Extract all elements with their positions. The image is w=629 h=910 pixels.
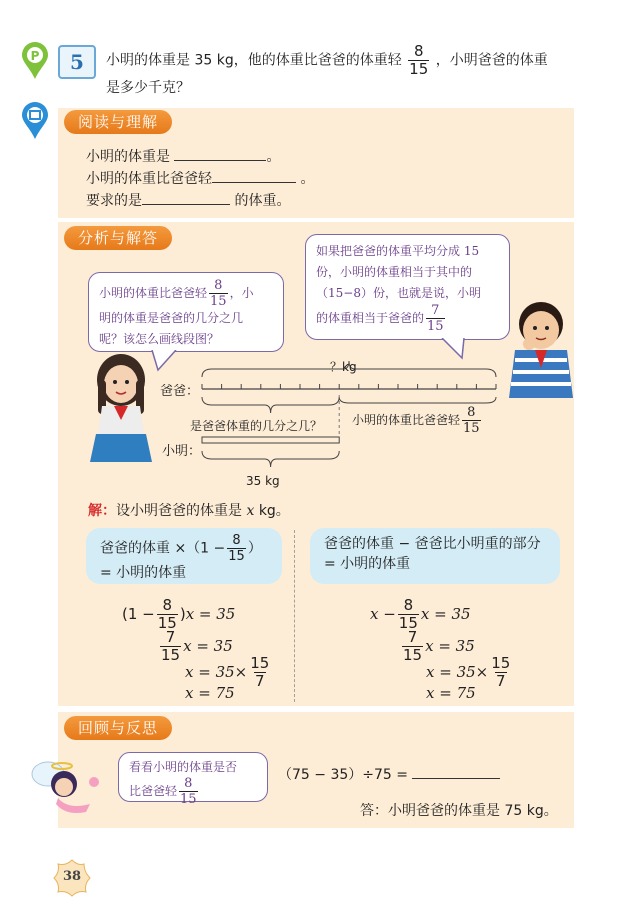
review-blank[interactable] [412,764,500,779]
left-eq2: x = 35 [183,637,233,655]
kg35-label: 35 kg [246,474,280,488]
frac-left-1: $\frac{8}{15}$ [157,596,177,632]
bubble-left [88,272,284,352]
frac-7-15: $\frac{7}{15}$ [427,303,444,334]
bubble-left-d: 呢？该怎么画线段图？ [99,332,220,346]
review-bubble-a: 看看小明的体重是否 [129,760,238,774]
bubble-right-a: 如果把爸爸的体重平均分成 15 [316,244,480,258]
bubble-left-a: 小明的体重比爸爸轻 [99,286,208,300]
read-l2: 小明的体重比爸爸轻 [86,171,212,187]
frac-right-2: $\frac{7}{15}$ [403,628,423,664]
son-bar [202,437,339,443]
review-bubble-b: 比爸爸轻 [129,784,178,798]
left-eq4: x = 75 [185,684,235,702]
read-panel [58,108,574,218]
dad-bar [202,384,496,389]
girl-illustration [84,350,158,470]
divider-dashed [294,530,295,702]
read-l3-end: 的体重。 [234,193,291,209]
box-right-a: 爸爸的体重 − 爸爸比小明重的部分 [324,536,541,552]
problem-number: 5 [70,50,84,74]
box-left-c: = 小明的体重 [100,565,187,581]
right-eq4: x = 75 [426,684,476,702]
left-eq1-c: x = 35 [185,605,236,623]
review-calc [278,764,500,784]
bubble-right-d: 的体重相当于爸爸的 [316,311,425,325]
fraction-8-15: $\frac{8}{15}$ [409,42,429,78]
left-eq3: x = 35× [185,663,248,681]
problem-line1a: 小明的体重是 35 kg，他的体重比爸爸的体重轻 [106,52,402,69]
bubble-right-b: 份，小明的体重相当于其中的 [316,265,473,279]
problem-line1b: ，小明爸爸的体重 [435,52,548,69]
right-eq1-b: x = 35 [420,605,471,623]
frac-8-15-d: $\frac{8}{15}$ [228,533,245,564]
read-lines [86,146,314,212]
dad-label: 爸爸： [160,384,200,399]
blank-1[interactable] [174,146,266,161]
bubble-left-c: 明的体重是爸爸的几分之几 [99,311,244,325]
problem-number-badge [58,45,96,79]
left-eq1-b: ) [179,605,186,623]
son-bar-rect [202,437,339,443]
review-tag: 回顾与反思 [64,716,172,740]
frac-8-15-c: $\frac{8}{15}$ [463,405,480,436]
question-label: 是爸爸体重的几分之几？ [190,419,323,433]
svg-text:P: P [30,49,40,63]
right-eq1-a: x − [370,605,396,623]
frac-review: $\frac{8}{15}$ [180,776,197,807]
solution-line [88,500,290,520]
left-eq1-a: (1 − [122,605,155,623]
lighter-text: 小明的体重比爸爸轻 [352,413,461,427]
review-answer: 答：小明爸爸的体重是 75 kg。 [360,803,558,819]
problem-line2: 是多少千克？ [106,80,190,96]
brace-son-share [202,397,339,413]
right-eq-1 [370,598,471,631]
analyze-tag: 分析与解答 [64,226,172,250]
solution-text: 设小明爸爸的体重是 [116,503,242,519]
fairy-illustration [28,752,112,818]
read-l3: 要求的是 [86,193,142,209]
lighter-label [352,406,483,435]
review-calc-text: （75 − 35）÷75 = [278,767,408,783]
solution-x: x [246,503,255,519]
read-l1: 小明的体重是 [86,149,170,165]
bubble-right [305,234,510,340]
blank-2[interactable] [212,168,296,183]
review-bubble [118,752,268,807]
read-l1-end: 。 [266,149,281,165]
blank-3[interactable] [142,190,230,205]
bubble-right-c: （15−8）份，也就是说，小明 [316,286,481,300]
frac-left-2: $\frac{7}{15}$ [161,628,181,664]
right-eq-4 [426,684,476,702]
page-number: 38 [62,869,82,884]
formula-box-right [310,528,560,584]
brace-lighter [339,397,496,403]
solution-unit: kg。 [258,503,290,519]
problem-statement [106,44,586,99]
box-left-a: 爸爸的体重 ×（1 − [100,540,226,557]
bubble-left-b: ，小 [229,286,254,300]
read-tag: 阅读与理解 [64,110,172,134]
q-kg-label: ？kg [330,360,357,374]
right-eq2: x = 35 [425,637,475,655]
page-number-badge [52,858,92,898]
box-right-b: = 小明的体重 [324,556,411,572]
formula-box-left [86,528,282,584]
son-label: 小明： [162,444,202,459]
right-eq3: x = 35× [426,663,489,681]
problem-pin-icon [20,40,50,80]
left-eq-4 [185,684,235,702]
boy-illustration [503,298,579,414]
brace-son [202,451,339,467]
solution-label: 解： [88,503,116,519]
frac-right-1: $\frac{8}{15}$ [398,596,418,632]
box-left-b: ） [247,540,262,557]
frac-right-3: $\frac{15}{7}$ [491,654,511,690]
left-eq-1 [122,598,235,631]
frac-left-3: $\frac{15}{7}$ [250,654,270,690]
section-pin-icon [20,100,50,140]
frac-8-15-b: $\frac{8}{15}$ [210,278,227,309]
read-l2-end: 。 [300,171,315,187]
